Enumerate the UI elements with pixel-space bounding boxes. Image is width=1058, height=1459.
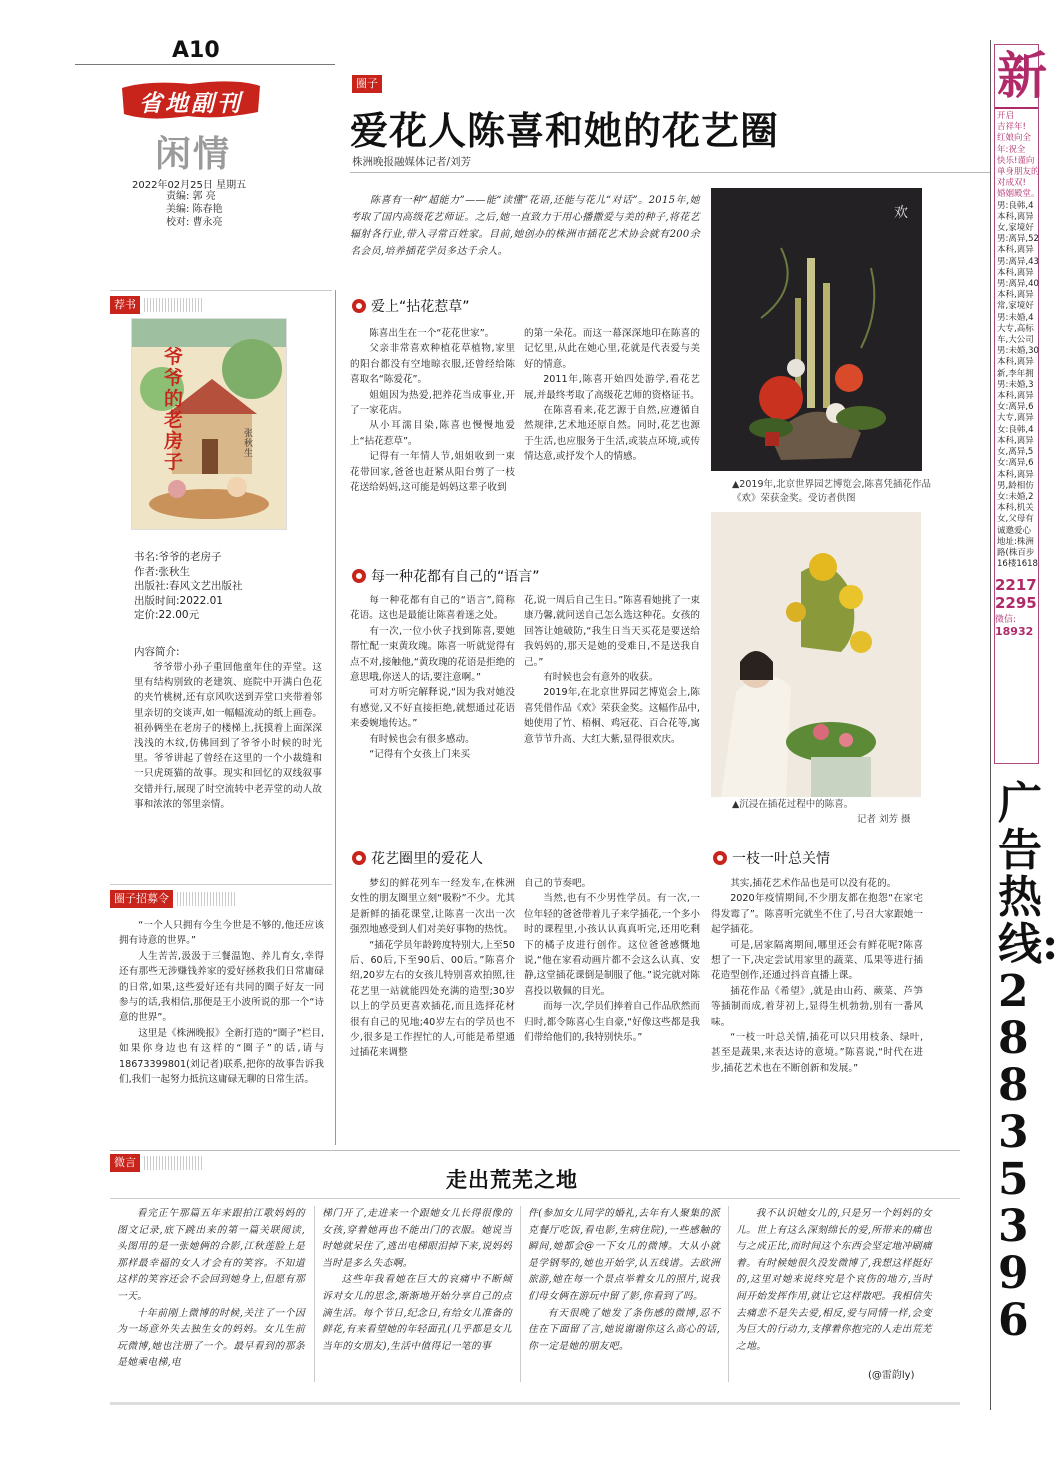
bullet-icon xyxy=(352,569,366,583)
tag-stripe xyxy=(177,892,237,906)
sidebar-line: 单身朋友的 xyxy=(997,167,1040,178)
recruit-top-rule xyxy=(110,884,332,885)
article-tag: 圈子 xyxy=(352,75,382,93)
sidebar-line: 新,李年拥 xyxy=(997,368,1034,379)
section-1-col1: 陈喜出生在一个“花花世家”。 父亲非常喜欢种植花草植物,家里的阳台都没有空地晾衣服,还曾经给陈喜取名“陈爱花”。 姐姐因为热爱,把养花当成事业,开了一家花店。 从小耳濡目染,陈喜也慢慢地爱上“拈花惹草”。 记得有一年情人节,姐姐收到一束花带回家,爸爸也赶紧从阳台剪了一枝花送给妈妈,这可能是妈妈这辈子收到 xyxy=(350,328,515,494)
book-intro-label: 内容简介: xyxy=(134,646,180,658)
sidebar-divider xyxy=(990,40,991,1410)
sidebar-line: 男:未婚,30 xyxy=(997,346,1039,357)
sidebar-header: 新 xyxy=(995,45,1038,109)
staff-proofreader: 校对: 曹永亮 xyxy=(166,217,223,228)
bullet-icon xyxy=(713,851,727,865)
flower-arrangement-icon xyxy=(711,188,922,471)
headline-rule xyxy=(350,172,990,173)
sidebar-phone-2: 2295 xyxy=(995,594,1037,613)
sidebar-line: 女,家境好 xyxy=(997,223,1034,234)
section-4-col1: 其实,插花艺术作品也是可以没有花的。 2020年疫情期间,不少朋友都在抱怨“在家宅得发霉了”。陈喜听完就坐不住了,号召大家跟她一起学插花。 可是,居家隔离期间,哪里还会有鲜花呢?陈喜想了一下,决定尝试用家里的蔬菜、瓜果等进行插花造型创作,还通过抖音直播上课。 插花作品《希望》,就是由山药、蕨菜、芦笋等插制而成,着芽初上,显得生机勃勃,别有一番风味。 “一枝一叶总关情,插花可以只用枝条、绿叶,甚至是蔬果,来表达诗的意境。”陈喜说,“时代在进步,插花艺术也在不断创新和发展。” xyxy=(711,878,923,1074)
sidebar-phone-3: 18932 xyxy=(995,625,1034,639)
sidebar-line: 男:未婚,3 xyxy=(997,379,1034,390)
photo-chen-xi-credit: 记者 刘芳 摄 xyxy=(857,814,911,825)
page-bottom-rule xyxy=(110,1402,960,1405)
bullet-icon xyxy=(352,851,366,865)
sidebar-line: 诚邀爱心 xyxy=(997,525,1032,536)
staff-list xyxy=(166,190,223,229)
essay-divider-1 xyxy=(314,1206,315,1382)
photo-chen-xi-caption: ▲沉浸在插花过程中的陈喜。 xyxy=(732,799,854,810)
sidebar-line: 男:离异,52 xyxy=(997,234,1039,245)
essay-divider-2 xyxy=(520,1206,521,1382)
book-intro: 爷爷带小孙子重回他童年住的弄堂。这里有结构别致的老建筑、庭院中开满白色花的夹竹桃树,还有京风吹送到弄堂口夹带着邻里亲切的交谈声,如一幅幅流动的纸上画卷。祖孙俩坐在老房子的楼梯上,抚摸着上面深深浅浅的木纹,仿佛回到了爷爷小时候的时光里。爷爷讲起了曾经在这里的一个小裁缝和一只虎斑猫的故事。现实和回忆的双线叙事交错并行,展现了时空流转中老弄堂的动人故事和浓浓的邻里亲情。 xyxy=(134,662,322,810)
header-rule xyxy=(75,64,335,65)
sidebar-line: 16楼1618 xyxy=(997,559,1038,570)
sidebar-line: 本科,离异 xyxy=(997,245,1034,256)
recruit-body: “一个人只拥有今生今世是不够的,他还应该拥有诗意的世界。” 人生苦苦,汲汲于三餐温饱、养儿育女,幸得还有那些无涉赚钱养家的爱好拯救我们日常庸碌的日常,如果,这些爱好还有共同的圈子好友一同参与的话,我相信,那便是王小波所说的那一个“诗意的世界”。 这里是《株洲晚报》全新打造的“圈子”栏目,如果你身边也有这样的“圈子”的话,请与18673399801(刘记者)联系,把你的故事告诉我们,我们一起努力抵抗这庸碌无聊的日常生活。 xyxy=(119,920,324,1086)
essay-signature: (@雷韵ly) xyxy=(868,1370,915,1381)
section-name: 闲情 xyxy=(155,133,232,175)
tag-stripe xyxy=(144,298,204,312)
book-info: 书名:爷爷的老房子 作者:张秋生 出版社:春风文艺出版社 出版时间:2022.01 定价:22.00元 xyxy=(134,551,243,621)
sidebar-line: 本科,离异 xyxy=(997,211,1034,222)
page-number: A10 xyxy=(172,38,220,63)
sidebar-line: 本科,机关 xyxy=(997,503,1034,514)
essay-title: 走出荒芜之地 xyxy=(446,1167,578,1192)
sidebar-line: 女:未婚,2 xyxy=(997,491,1034,502)
sidebar-line: 地址:株洲 xyxy=(997,536,1034,547)
sidebar-line: 车,大公司 xyxy=(997,335,1034,346)
essay-col3: 件(参加女儿同学的婚礼,去年有人聚集的派克餐厅吃饭,看电影,生病住院),一些感触的瞬间,她都会@一下女儿的微博。大从小就是学钢琴的,她也开始学,认五线谱。去欧洲旅游,她在每一个景点举着女儿的照片,说我们母女俩在游玩中留了影,你看到了吗。 有天很晚了她发了条伤感的微博,忍不住在下面留了言,她说谢谢你这么高心的话,你一定是她的朋友吧。 xyxy=(528,1208,720,1352)
section-2-col2: 花,说一周后自己生日。”陈喜看她挑了一束康乃馨,就问送自己怎么选这种花。女孩的回答让她破防,“我生日当天买花是要送给我妈妈的,那天是她的受难日,不是送我自己。” 有时候也会有意外的收获。 2019年,在北京世界园艺博览会上,陈喜凭借作品《欢》荣获金奖。这幅作品中,她使用了竹、梧桐、鸡冠花、百合花等,寓意节节升高、大红大紫,显得很欢庆。 xyxy=(524,595,700,745)
florist-portrait-icon xyxy=(711,512,921,797)
date-line: 2022年02月25日 星期五 xyxy=(132,180,247,191)
sidebar-line: 本科,离异 xyxy=(997,357,1034,368)
staff-editor: 责编: 郭 亮 xyxy=(166,191,216,202)
book-cover-author: 张秋生 xyxy=(244,429,254,459)
section-3-col2: 自己的节奏吧。 当然,也有不少男性学员。有一次,一位年轻的爸爸带着儿子来学插花,一个多小时的课程里,小孩认认真真听完,还用吃剩下的橘子皮进行创作。这位爸爸感慨地说,“他在家看动画片都不会这么认真、安静,这堂插花课倒是制服了他。”说完就对陈喜投以敬佩的目光。 而每一次,学员们捧着自己作品欣然而归时,都令陈喜心生自豪,“好像这些都是我们带给他们的,我特别快乐。” xyxy=(524,878,700,1044)
book-cover-illustration-icon xyxy=(132,319,286,529)
essay-tag: 微言 xyxy=(110,1154,204,1172)
section-3-col1: 梦幻的鲜花列车一经发车,在株洲女性的朋友圈里立刻“吸粉”不少。尤其是新鲜的插花课堂,让陈喜一次出一次强烈地感受到人们对美好事物的热忱。 “插花学员年龄跨度特别大,上至50后、60后,下至90后、00后。”陈喜介绍,20岁左右的女孩儿特别喜欢拍照,往花艺里一站就能四处充满的造型;30岁以上的学员更喜欢插花,而且选择花材很有自己的见地;40岁左右的学员也不少,很多是工作捏忙的人,可能是希望通过插花来调整 xyxy=(350,878,515,1059)
essay-col4: 我不认识她女儿的,只是另一个妈妈的女儿。世上有这么深刻绵长的爱,所带来的痛也与之成正比,而时间这个东西会坚定地冲刷痛着。有时候她很久没发微博了,我想这样挺好的,这里对她来说终究是个哀伤的地方,当时间开始发挥作用,就让它这样散吧。我相信失去痛悲不是失去爱,相反,爱与同情一样,会变为巨大的行动力,支撑着你抱完的人走出荒芜之地。 xyxy=(736,1208,932,1352)
sidebar-line: 大专,离异 xyxy=(997,413,1034,424)
sidebar-line: 男:离异,43 xyxy=(997,256,1039,267)
sidebar-line: 女:良韩,4 xyxy=(997,424,1034,435)
sidebar-line: 男,龄相仿 xyxy=(997,480,1034,491)
essay-top-rule xyxy=(110,1150,960,1151)
staff-designer: 美编: 陈春艳 xyxy=(166,204,223,215)
bullet-icon xyxy=(352,299,366,313)
book-cover-title: 爷爷的老房子 xyxy=(164,346,184,473)
sidebar-line: 开启 xyxy=(997,111,1015,121)
article-byline: 株洲晚报融媒体记者/刘芳 xyxy=(352,156,472,168)
sidebar-line: 本科,离异 xyxy=(997,267,1034,278)
section-1-col2: 的第一朵花。而这一幕深深地印在陈喜的记忆里,从此在她心里,花就是代表爱与美好的情意。 2011年,陈喜开始四处游学,看花艺展,并最终考取了高级花艺师的资格证书。 在陈喜看来,花艺源于自然,应遵循自然规律,艺术地还原自然。同时,花艺也源于生活,也应服务于生活,或装点环境,或传情达意,或抒发个人的情感。 xyxy=(524,328,700,463)
sidebar-line: 本科,离异 xyxy=(997,290,1034,301)
sidebar-line: 快乐!谨向 xyxy=(997,155,1035,166)
ad-hotline: 广告热线:28835396 xyxy=(998,778,1058,1346)
photo-award-work: 欢 xyxy=(711,188,922,471)
photo-award-caption: ▲2019年,北京世界园艺博览会,陈喜凭插花作品《欢》荣获金奖。受访者供图 xyxy=(732,479,932,504)
essay-col1: 看完正午那篇五年来跟拍江歌妈妈的图文记录,底下跳出来的第一篇关联阅读,头图用的是一张她俩的合影,江秋莲脸上是那样最幸福的女人才会有的笑容。不知道这样的笑容还会不会回到她身上,但愿有那一天。 十年前刚上微博的时候,关注了一个因为一场意外失去独生女的妈妈。女儿生前玩微博,她也注册了一个。最早看到的那条是她乘电梯,电 xyxy=(117,1208,305,1369)
sidebar-line: 大专,高标 xyxy=(997,323,1034,334)
book-top-rule xyxy=(110,290,332,291)
sidebar-line: 女:离异,6 xyxy=(997,458,1034,469)
article-lead: 陈喜有一种“超能力”——能“读懂”花语,还能与花儿“对话”。2015年,她考取了国内高级花艺师证。之后,她一直致力于用心播撒爱与美的种子,将花艺辐射各行业,带入寻常百姓家。目前,她创办的株洲市插花艺术协会就有200余名会员,培养插花学员多达千余人。 xyxy=(350,195,700,257)
sidebar-line: 年:祝全 xyxy=(997,144,1026,155)
sidebar-phone-1: 2217 xyxy=(995,576,1037,595)
section-2-heading: 每一种花都有自己的“语言” xyxy=(352,566,540,586)
sidebar-line: 男:未婚,4 xyxy=(997,312,1034,323)
book-cover xyxy=(131,318,287,530)
book-tag: 荐书 xyxy=(110,296,204,314)
recruit-tag: 圈子招募令 xyxy=(110,890,237,908)
sidebar-line: 男:离异,40 xyxy=(997,279,1039,290)
essay-title-rule xyxy=(110,1198,960,1199)
sidebar-line: 本科,离异 xyxy=(997,435,1034,446)
tag-stripe xyxy=(144,1156,204,1170)
sidebar-line: 女:离异,6 xyxy=(997,402,1034,413)
sidebar-line: 本科,离异 xyxy=(997,469,1034,480)
sidebar-line: 常,家境好 xyxy=(997,301,1034,312)
photo-chen-xi xyxy=(711,512,921,797)
sidebar-line: 男:良韩,4 xyxy=(997,200,1034,211)
sidebar-line: 路(株百步 xyxy=(997,547,1035,558)
sidebar-line: 红娘向全 xyxy=(997,133,1032,144)
essay-col2: 梯门开了,走进来一个跟她女儿长得很像的女孩,穿着她再也不能出门的衣服。她说当时她就呆住了,逃出电梯眼泪掉下来,说妈妈当时是多么失态啊。 这些年我看她在巨大的哀痛中不断倾诉对女儿的思念,渐渐地开始分享自己的点滴生活。每个节日,纪念日,有给女儿准备的鲜花,有来看望她的年轻面孔(几乎都是女儿当年的女朋友),生活中值得记一笔的事 xyxy=(322,1208,512,1352)
sidebar-line: 女,父母有 xyxy=(997,514,1034,525)
section-4-heading: 一枝一叶总关情 xyxy=(713,848,830,868)
sidebar-listing xyxy=(995,109,1038,572)
section-3-heading: 花艺圈里的爱花人 xyxy=(352,848,483,868)
sidebar-line: 女,离异,5 xyxy=(997,447,1034,458)
sidebar-line: 对成双! xyxy=(997,178,1026,189)
sidebar-line: 吉祥年! xyxy=(997,122,1026,133)
section-1-heading: 爱上“拈花惹草” xyxy=(352,296,470,316)
article-title: 爱花人陈喜和她的花艺圈 xyxy=(350,108,780,153)
section-logo: 省地副刊 xyxy=(118,78,264,122)
sidebar-panel xyxy=(994,44,1047,764)
sidebar-wechat-label: 微信: xyxy=(995,615,1017,626)
essay-divider-3 xyxy=(728,1206,729,1382)
sidebar-line: 本科,离异 xyxy=(997,391,1034,402)
left-column-divider xyxy=(335,290,336,1145)
section-2-col1: 每一种花都有自己的“语言”,简称花语。这也是最能让陈喜着迷之处。 有一次,一位小伙子找到陈喜,要她帮忙配一束黄玫瑰。陈喜一听就觉得有点不对,接触他,“黄玫瑰的花语是拒绝的意思哦,你送人的话,要注意啊。” 可对方听完解释说,“因为我对她没有感觉,又不好直接拒绝,就想通过花语来委婉地传达。” 有时候也会有很多感动。 “记得有个女孩上门来买 xyxy=(350,595,515,761)
sidebar-line: 婚姻殿堂。 xyxy=(997,189,1040,200)
